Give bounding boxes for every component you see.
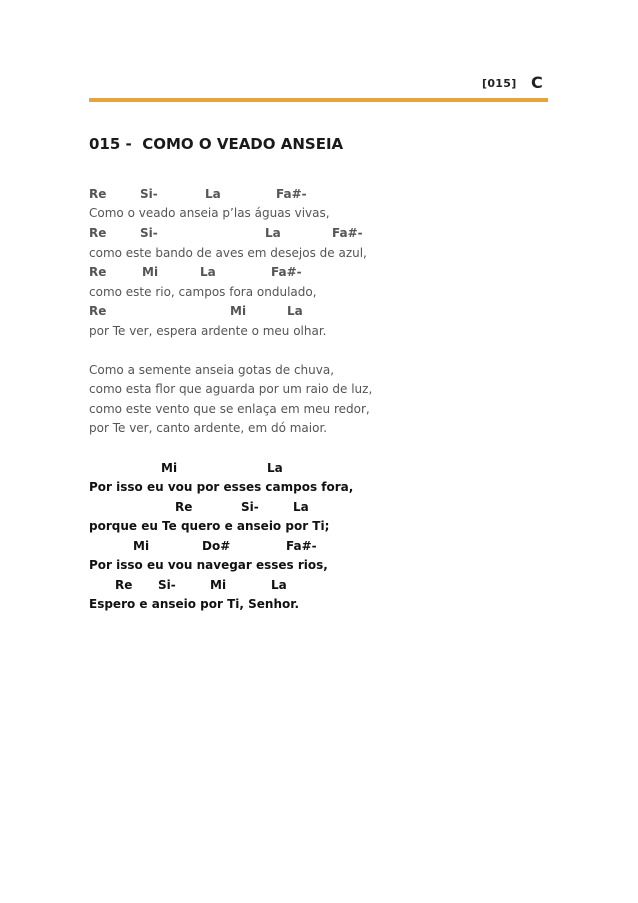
chorus-lyric-line-4: Espero e anseio por Ti, Senhor. [89, 597, 300, 611]
chord: Si- [158, 578, 176, 592]
chord: Si- [140, 187, 158, 201]
chord: La [293, 500, 309, 514]
chord: La [200, 265, 216, 279]
chord: Re [89, 187, 107, 201]
song-number: [015] [482, 77, 517, 90]
chord: Re [115, 578, 133, 592]
chord: Si- [140, 226, 158, 240]
chord: Re [89, 226, 107, 240]
chord: Si- [241, 500, 259, 514]
chorus-lyric-line-3: Por isso eu vou navegar esses rios, [89, 558, 328, 572]
song-key: C [531, 73, 543, 92]
chord: Mi [161, 461, 178, 475]
chord: Re [89, 304, 107, 318]
verse2-lyric-line-1: Como a semente anseia gotas de chuva, [89, 363, 335, 377]
verse1-lyric-line-2: como este bando de aves em desejos de azul, [89, 246, 367, 260]
chord: Do# [202, 539, 231, 553]
chorus-lyric-line-1: Por isso eu vou por esses campos fora, [89, 480, 354, 494]
chord: Mi [133, 539, 150, 553]
chord: Fa#- [271, 265, 302, 279]
chord: Mi [210, 578, 227, 592]
chord: Re [175, 500, 193, 514]
chord: La [265, 226, 281, 240]
chord: La [287, 304, 303, 318]
verse2-lyric-line-4: por Te ver, canto ardente, em dó maior. [89, 421, 328, 435]
chord: Mi [142, 265, 159, 279]
header-divider [89, 98, 548, 102]
chord: La [205, 187, 221, 201]
chord: Mi [230, 304, 247, 318]
chord: Fa#- [286, 539, 317, 553]
verse1-lyric-line-1: Como o veado anseia p’las águas vivas, [89, 206, 330, 220]
song-title: 015 - COMO O VEADO ANSEIA [89, 135, 344, 153]
verse1-lyric-line-3: como este rio, campos fora ondulado, [89, 285, 317, 299]
verse1-lyric-line-4: por Te ver, espera ardente o meu olhar. [89, 324, 327, 338]
verse2-lyric-line-3: como este vento que se enlaça em meu redor, [89, 402, 370, 416]
verse2-lyric-line-2: como esta flor que aguarda por um raio de luz, [89, 382, 373, 396]
chord: La [267, 461, 283, 475]
chord: La [271, 578, 287, 592]
chord: Fa#- [276, 187, 307, 201]
chord: Fa#- [332, 226, 363, 240]
chorus-lyric-line-2: porque eu Te quero e anseio por Ti; [89, 519, 330, 533]
chord: Re [89, 265, 107, 279]
